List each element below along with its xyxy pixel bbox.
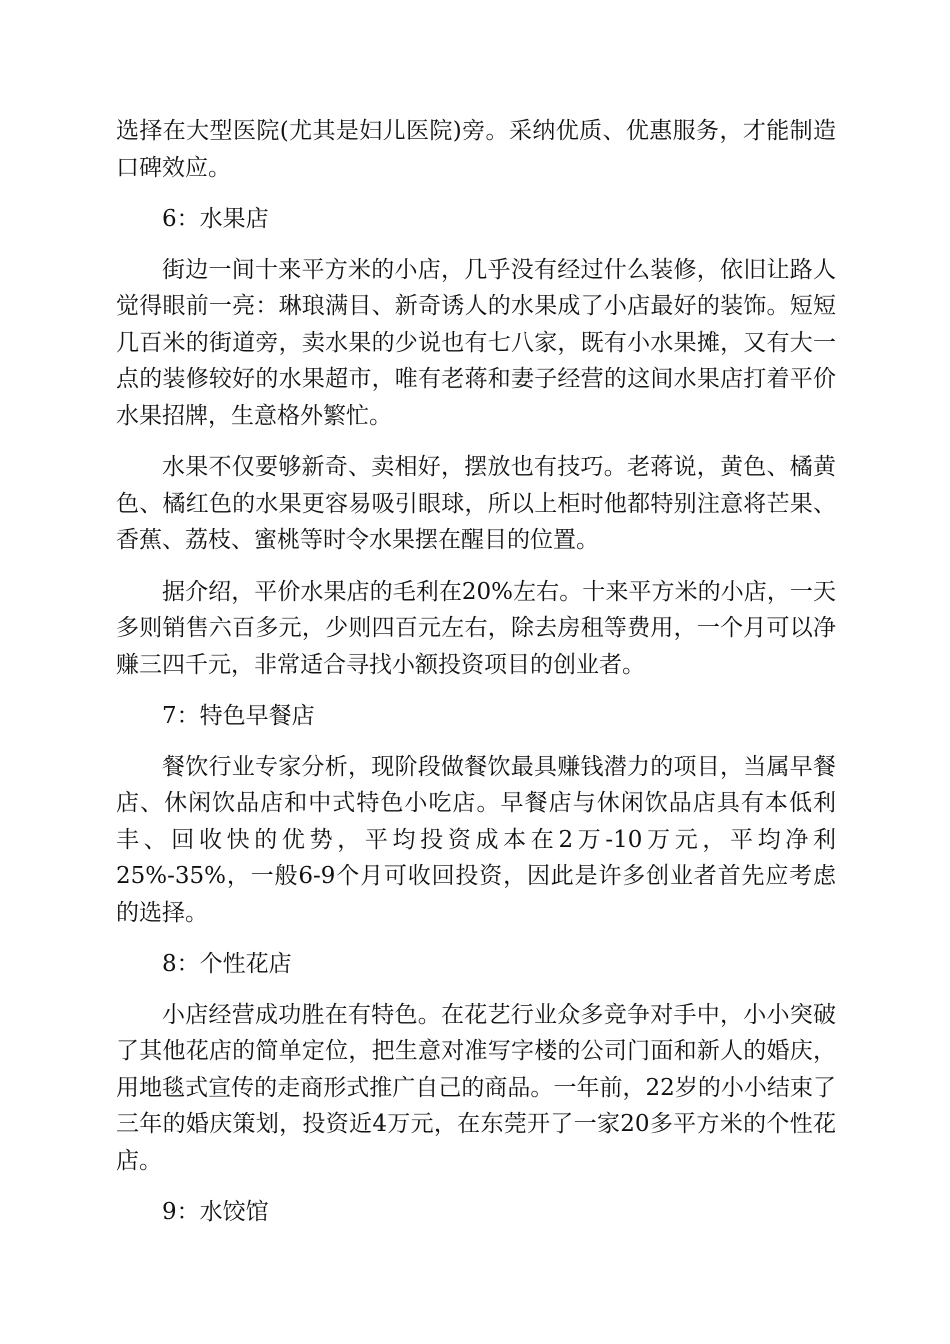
- section-heading-fruit-shop: 6：水果店: [162, 206, 269, 232]
- paragraph-fruit-shop-intro: 街边一间十来平方米的小店，几乎没有经过什么装修，依旧让路人觉得眼前一亮：琳琅满目、新奇诱人的水果成了小店最好的装饰。短短几百米的街道旁，卖水果的少说也有七八家，既有小水果摊，又有大一点的装修较好的水果超市，唯有老蒋和妻子经营的这间水果店打着平价水果招牌，生意格外繁忙。: [116, 256, 836, 429]
- paragraph-flower-shop: 小店经营成功胜在有特色。在花艺行业众多竞争对手中，小小突破了其他花店的简单定位，把生意对准写字楼的公司门面和新人的婚庆，用地毯式宣传的走商形式推广自己的商品。一年前，22岁的小小结束了三年的婚庆策划，投资近4万元，在东莞开了一家20多平方米的个性花店。: [116, 1001, 836, 1174]
- section-heading-flower-shop: 8：个性花店: [162, 951, 292, 977]
- paragraph-fruit-display: 水果不仅要够新奇、卖相好，摆放也有技巧。老蒋说，黄色、橘黄色、橘红色的水果更容易吸引眼球，所以上柜时他都特别注意将芒果、香蕉、荔枝、蜜桃等时令水果摆在醒目的位置。: [116, 454, 836, 553]
- section-heading-breakfast-shop: 7：特色早餐店: [162, 703, 315, 729]
- paragraph-fruit-profit: 据介绍，平价水果店的毛利在20%左右。十来平方米的小店，一天多则销售六百多元，少则四百元左右，除去房租等费用，一个月可以净赚三四千元，非常适合寻找小额投资项目的创业者。: [116, 578, 836, 678]
- paragraph-breakfast-analysis: 餐饮行业专家分析，现阶段做餐饮最具赚钱潜力的项目，当属早餐店、休闲饮品店和中式特色小吃店。早餐店与休闲饮品店具有本低利丰、回收快的优势，平均投资成本在2万-10万元，平均净利25%-35%，一般6-9个月可收回投资，因此是许多创业者首先应考虑的选择。: [116, 753, 836, 926]
- paragraph-continuation: 选择在大型医院(尤其是妇儿医院)旁。采纳优质、优惠服务，才能制造口碑效应。: [116, 118, 836, 181]
- document-body: [116, 113, 836, 1245]
- section-heading-dumpling-house: 9：水饺馆: [162, 1199, 269, 1225]
